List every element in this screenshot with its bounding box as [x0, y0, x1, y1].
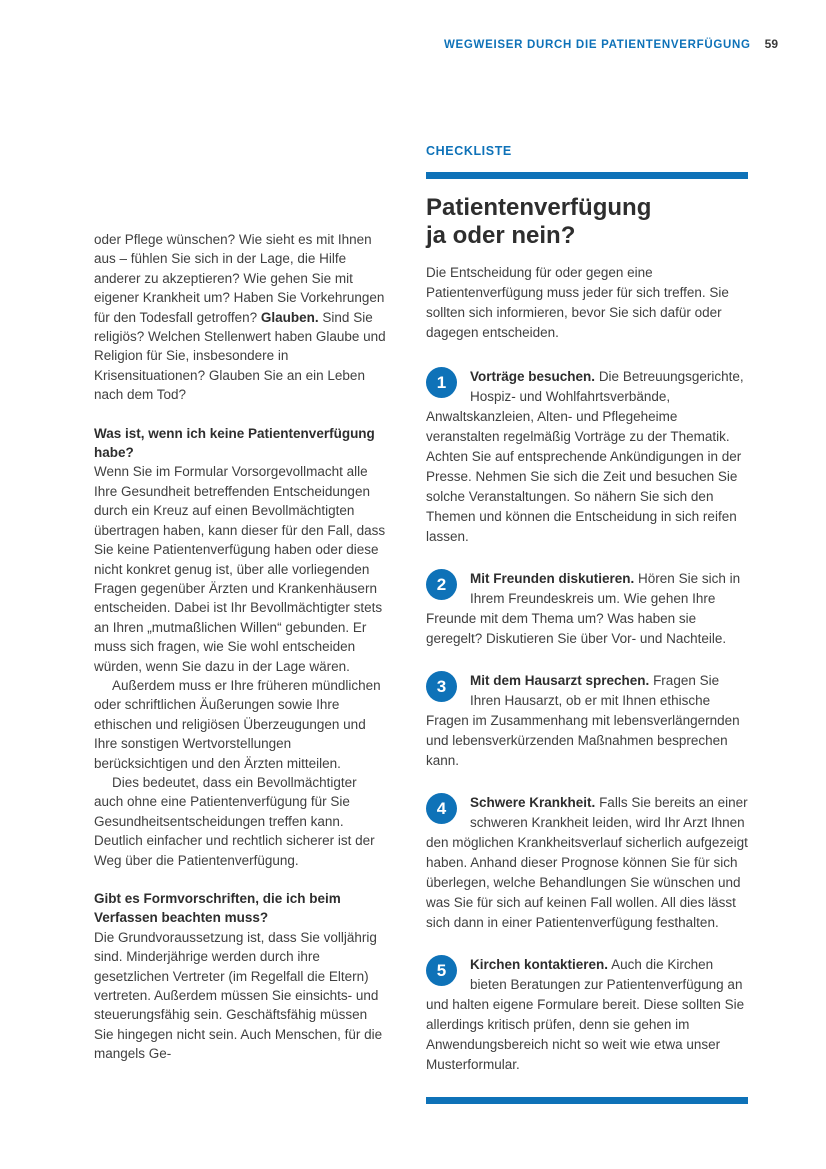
- divider-top: [426, 172, 748, 179]
- section-heading-formvorschriften: Gibt es Formvorschriften, die ich beim Verfassen beachten muss?: [94, 891, 341, 926]
- checklist-label: CHECKLISTE: [426, 144, 512, 158]
- item-body: Hören Sie sich in Ihrem Freundeskreis um. Wie gehen Ihre Freunde mit dem Thema um? Was haben sie geregelt? Diskutieren Sie über Vor- und Nachteile.: [426, 571, 741, 646]
- left-text-column: [94, 230, 387, 1064]
- running-header: [444, 37, 778, 51]
- checklist-sidebar: [426, 141, 748, 1104]
- paragraph: Wenn Sie im Formular Vorsorgevollmacht alle Ihre Gesundheit betreffenden Entscheidungen durch ein Kreuz auf einen Bevollmächtigten übertragen haben, kann dieser für den Fall, dass Sie keine Patientenverfügung haben oder diese nicht konkret genug ist, über alle vorliegenden Fragen gegenüber Ärzten und Krankenhäusern entscheiden. Dabei ist Ihr Bevollmächtigter stets an Ihren „mutmaßlichen Willen“ gebunden. Er muss sich fragen, wie Sie wohl entscheiden würden, wenn Sie dazu in der Lage wären.: [94, 464, 386, 674]
- inline-bold-lead: Glauben.: [260, 309, 319, 325]
- item-body: Die Betreuungsgerichte, Hospiz- und Wohlfahrtsverbände, Anwaltskanzleien, Alten- und Pflegeheime veranstalten regelmäßig Vorträge zu der Thematik. Achten Sie auf entsprechende Ankündigungen in der Presse. Nehmen Sie sich die Zeit und besuchen Sie solche Veranstaltungen. So nähern Sie sich den Themen und können die Entscheidung in sich reifen lassen.: [426, 369, 744, 544]
- item-number-badge: 2: [426, 569, 457, 600]
- paragraph-text: Sind Sie religiös? Welchen Stellenwert haben Glaube und Religion für Sie, insbesondere in Krisensituationen? Glauben Sie an ein Leben nach dem Tod?: [94, 309, 386, 403]
- item-lead: Mit dem Hausarzt sprechen.: [470, 673, 650, 688]
- item-body: Falls Sie bereits an einer schweren Krankheit leiden, wird Ihr Arzt Ihnen den möglichen Krankheitsverlauf sicherlich aufgezeigt haben. Anhand dieser Prognose können Sie für sich überlegen, welche Behandlungen Sie wünschen und was Sie für sich auf keinen Fall wollen. All dies lässt sich dann in einer Patientenverfügung festhalten.: [426, 795, 748, 930]
- running-header-title: WEGWEISER DURCH DIE PATIENTENVERFÜGUNG: [443, 39, 751, 51]
- item-number-badge: 5: [426, 955, 457, 986]
- item-lead: Vorträge besuchen.: [470, 369, 596, 384]
- checklist-item: [426, 955, 748, 1075]
- item-number-badge: 4: [426, 793, 457, 824]
- item-lead: Kirchen kontaktieren.: [470, 957, 609, 972]
- item-number-badge: 1: [426, 367, 457, 398]
- item-lead: Schwere Krankheit.: [470, 795, 596, 810]
- paragraph-continuation: [94, 230, 387, 405]
- item-lead: Mit Freunden diskutieren.: [470, 571, 635, 586]
- checklist-title: [426, 194, 748, 250]
- divider-bottom: [426, 1097, 748, 1104]
- checklist-intro: Die Entscheidung für oder gegen eine Patientenverfügung muss jeder für sich treffen. Sie sollten sich informieren, bevor Sie sich dafür oder dagegen entscheiden.: [426, 265, 729, 340]
- item-number-badge: 3: [426, 671, 457, 702]
- paragraph: Dies bedeutet, dass ein Bevollmächtigter auch ohne eine Patientenverfügung für Sie Gesundheitsentscheidungen treffen kann. Deutlich einfacher und rechtlich sicherer ist der Weg über die Patientenverfügung.: [94, 774, 375, 868]
- checklist-title-line1: Patientenverfügung: [426, 194, 652, 221]
- checklist-title-line2: ja oder nein?: [426, 222, 576, 249]
- page-number: 59: [764, 37, 778, 51]
- paragraph-text: oder Pflege wünschen? Wie sieht es mit Ihnen aus – fühlen Sie sich in der Lage, die Hilfe anderer zu akzeptieren? Wie gehen Sie mit eigener Krankheit um? Haben Sie Vorkehrungen für den Todesfall getroffen?: [94, 232, 385, 325]
- item-body: Fragen Sie Ihren Hausarzt, ob er mit Ihnen ethische Fragen im Zusammenhang mit lebensverlängernden und lebensverkürzenden Maßnahmen besprechen kann.: [426, 673, 740, 768]
- checklist-item: [426, 367, 748, 547]
- paragraph: Außerdem muss er Ihre früheren mündlichen oder schriftlichen Äußerungen sowie Ihre ethischen und religiösen Überzeugungen und Ihre sonstigen Wertvorstellungen berücksichtigen und den Ärzten mitteilen.: [94, 677, 381, 771]
- checklist-item: [426, 569, 748, 649]
- section-heading-patientenverfuegung: Was ist, wenn ich keine Patientenverfügung habe?: [94, 425, 375, 461]
- item-body: Auch die Kirchen bieten Beratungen zur Patientenverfügung an und halten eigene Formulare bereit. Diese sollten Sie allerdings kritisch prüfen, denn sie gehen im Anwendungsbereich nicht so weit wie etwa unser Musterformular.: [426, 957, 745, 1072]
- checklist-item: [426, 671, 748, 771]
- paragraph: Die Grundvoraussetzung ist, dass Sie volljährig sind. Minderjährige werden durch ihre gesetzlichen Vertreter (im Regelfall die Eltern) vertreten. Außerdem müssen Sie einsichts- und steuerungsfähig sein. Geschäftsfähig müssen Sie hingegen nicht sein. Auch Menschen, für die mangels Ge-: [94, 929, 383, 1062]
- checklist-item: [426, 793, 748, 933]
